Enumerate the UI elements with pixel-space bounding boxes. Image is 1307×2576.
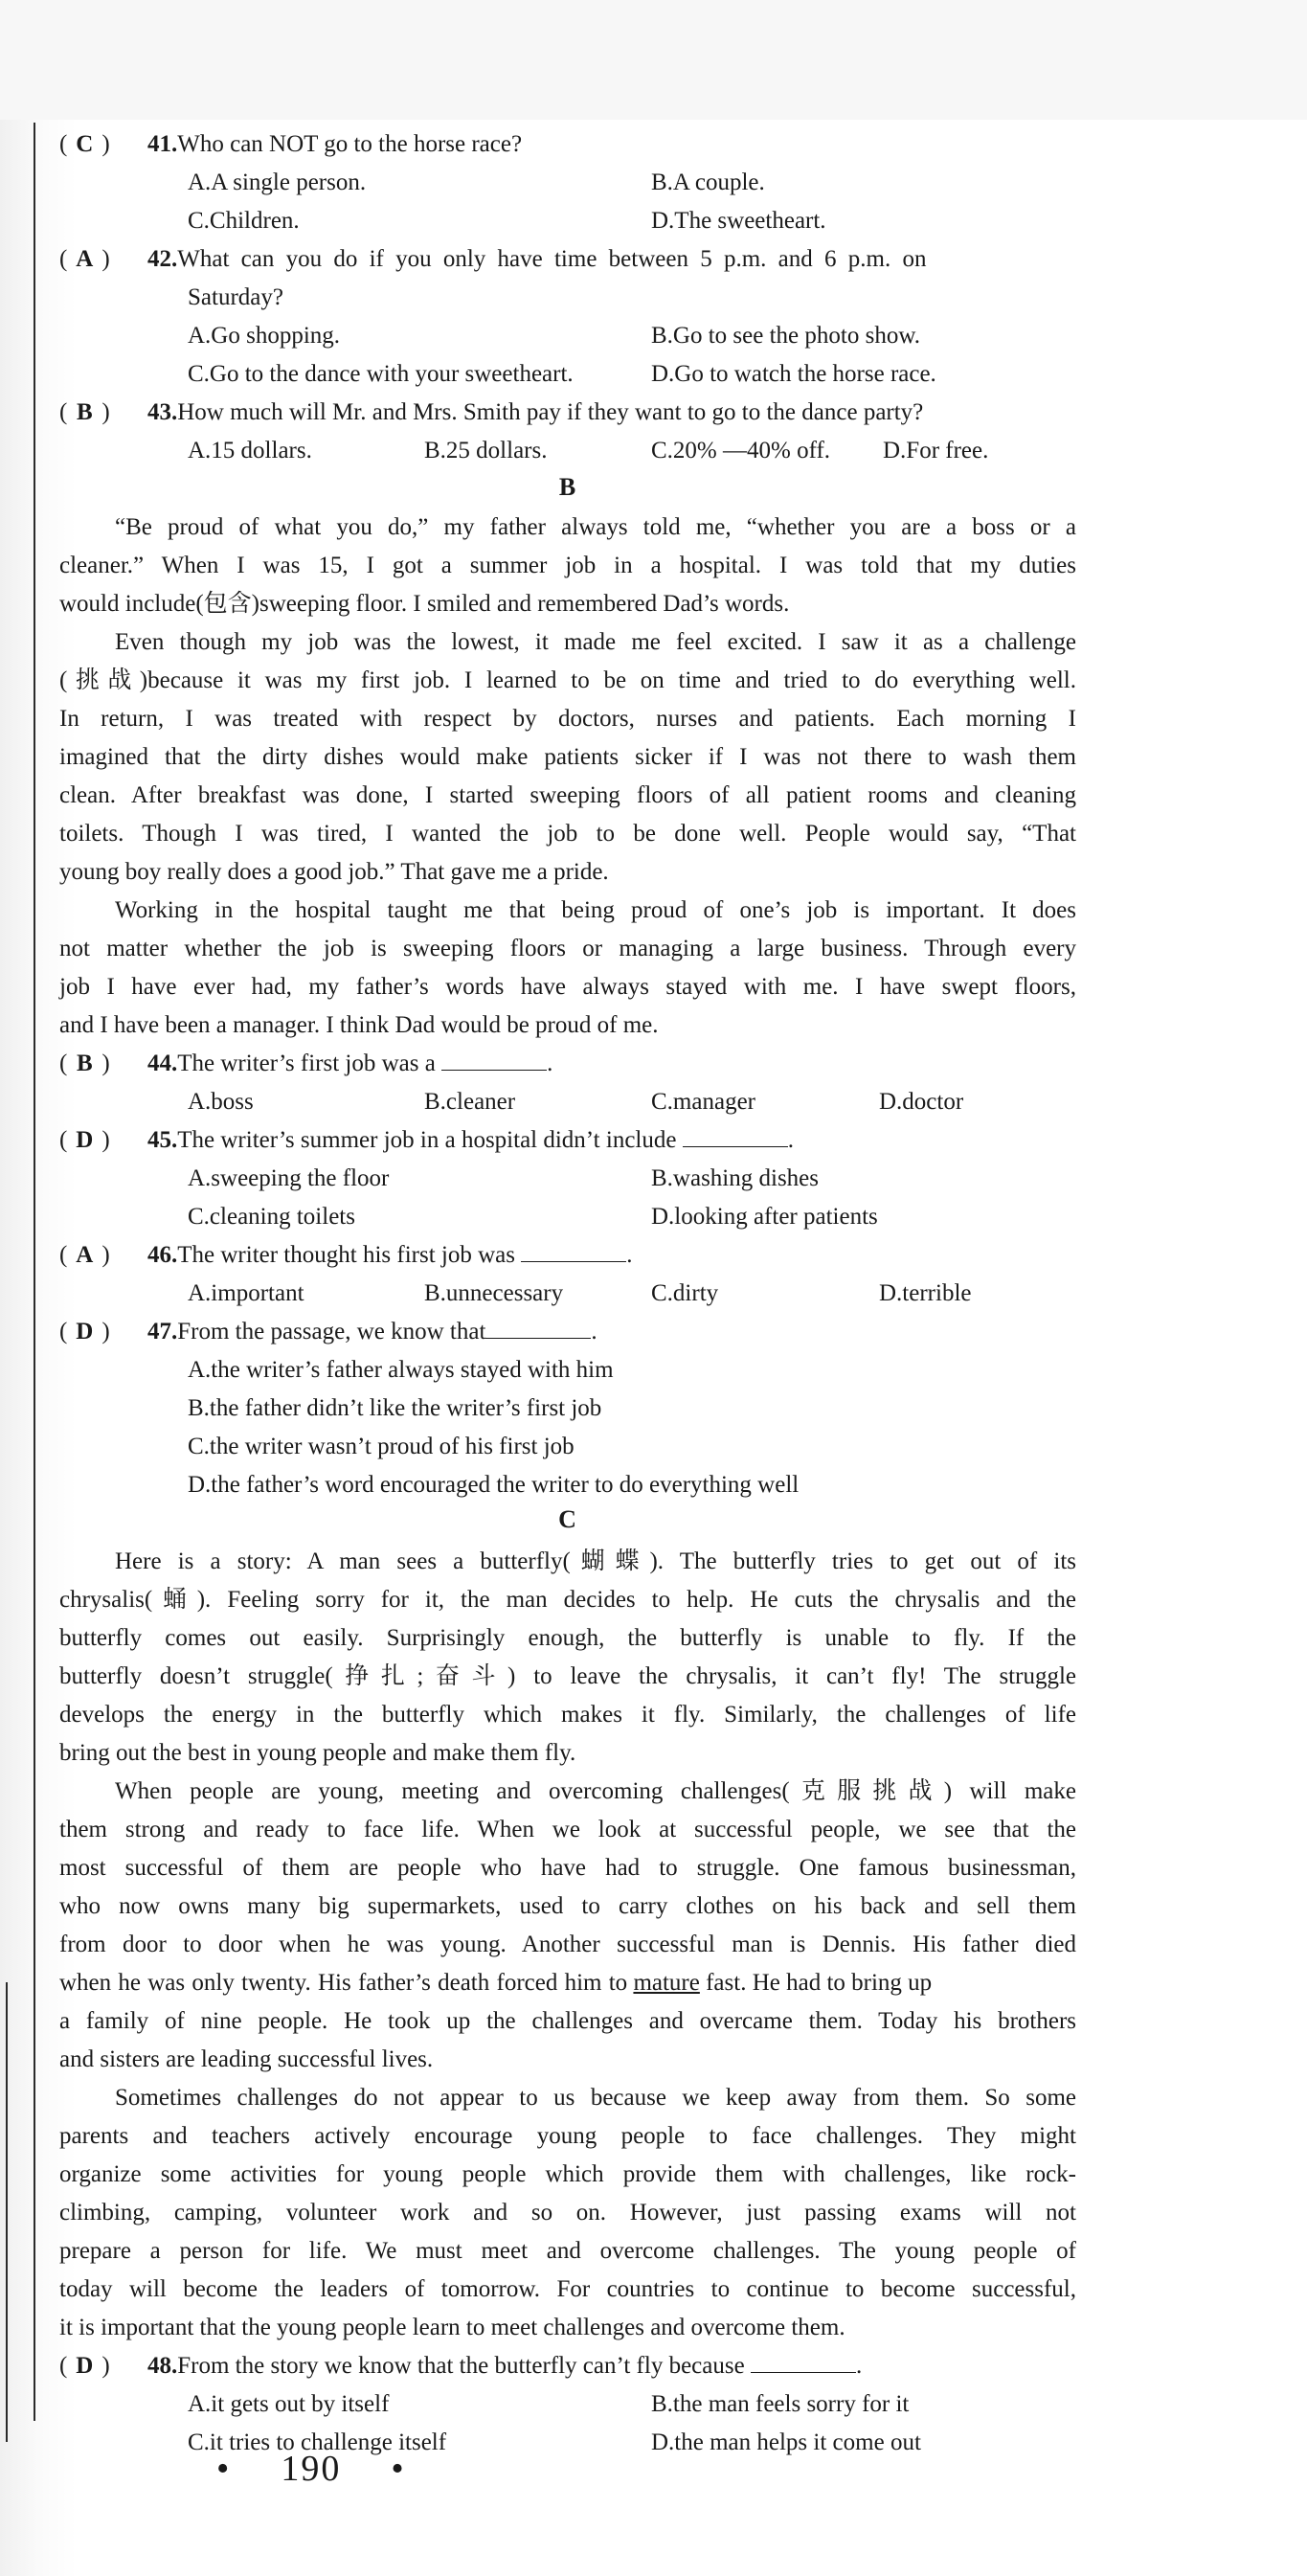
- question-46: ( A ) 46.The writer thought his first job was .: [59, 1242, 633, 1268]
- answer-bracket: ( C ): [59, 131, 110, 157]
- option-a: A.15 dollars.: [188, 438, 312, 463]
- option-d: D.the father’s word encouraged the writer to do everything well: [188, 1472, 800, 1498]
- passage-line: them strong and ready to face life. When we look at successful people, we see that the: [59, 1817, 1076, 1842]
- passage-line: a family of nine people. He took up the challenges and overcame them. Today his brothers: [59, 2008, 1076, 2034]
- answer-bracket: ( A ): [59, 246, 110, 272]
- option-c: C.dirty: [651, 1280, 719, 1306]
- passage-line: imagined that the dirty dishes would make patients sicker if I was not there to wash them: [59, 744, 1076, 770]
- underlined-word: mature: [633, 1970, 700, 1996]
- footer-dot-right: •: [391, 2449, 406, 2489]
- answer-bracket: ( D ): [59, 1319, 110, 1344]
- option-b: B.washing dishes: [651, 1165, 819, 1191]
- passage-line: climbing, camping, volunteer work and so on. However, just passing exams will not: [59, 2200, 1076, 2226]
- passage-line: Sometimes challenges do not appear to us because we keep away from them. So some: [115, 2085, 1076, 2111]
- passage-line: (挑战)because it was my first job. I learned to be on time and tried to do everything well.: [59, 667, 1076, 693]
- option-d: D.looking after patients: [651, 1204, 878, 1230]
- answer-blank: [441, 1051, 547, 1071]
- passage-line: Here is a story: A man sees a butterfly(蝴蝶). The butterfly tries to get out of its: [115, 1548, 1076, 1574]
- answer-bracket: ( D ): [59, 1127, 110, 1153]
- option-a: A.boss: [188, 1089, 254, 1115]
- option-d: D.the man helps it come out: [651, 2429, 921, 2455]
- left-edge-rule: [6, 1982, 8, 2442]
- passage-line: butterfly comes out easily. Surprisingly enough, the butterfly is unable to fly. If the: [59, 1625, 1076, 1651]
- passage-line: not matter whether the job is sweeping floors or managing a large business. Through every: [59, 936, 1076, 961]
- section-heading-b: B: [558, 473, 576, 501]
- passage-line: When people are young, meeting and overcoming challenges(克服挑战) will make: [115, 1778, 1076, 1804]
- passage-line: today will become the leaders of tomorrow. For countries to continue to become successful,: [59, 2276, 1076, 2302]
- option-d: D.For free.: [883, 438, 989, 463]
- answer-blank: [485, 1319, 591, 1339]
- section-heading-c: C: [558, 1505, 576, 1533]
- page-top-margin: [0, 0, 1307, 120]
- option-c: C.Go to the dance with your sweetheart.: [188, 361, 574, 387]
- passage-line: butterfly doesn’t struggle(挣扎;奋斗) to leave the chrysalis, it can’t fly! The struggle: [59, 1663, 1076, 1689]
- passage-line: toilets. Though I was tired, I wanted the job to be done well. People would say, “That: [59, 821, 1076, 847]
- question-43: ( B ) 43.How much will Mr. and Mrs. Smith pay if they want to go to the dance party?: [59, 399, 924, 425]
- question-42-continued: Saturday?: [188, 284, 283, 310]
- answer-bracket: ( A ): [59, 1242, 110, 1268]
- passage-line: bring out the best in young people and make them fly.: [59, 1740, 576, 1766]
- answer-blank: [521, 1242, 626, 1262]
- answer-bracket: ( D ): [59, 2353, 110, 2379]
- passage-line: it is important that the young people learn to meet challenges and overcome them.: [59, 2315, 845, 2340]
- option-a: A.important: [188, 1280, 304, 1306]
- option-a: A.A single person.: [188, 169, 367, 195]
- option-b: B.Go to see the photo show.: [651, 323, 920, 349]
- option-b: B.the man feels sorry for it: [651, 2391, 910, 2417]
- option-c: C.Children.: [188, 208, 300, 234]
- passage-line: clean. After breakfast was done, I started sweeping floors of all patient rooms and cleaning: [59, 782, 1076, 808]
- option-c: C.cleaning toilets: [188, 1204, 355, 1230]
- passage-line: from door to door when he was young. Another successful man is Dennis. His father died: [59, 1932, 1076, 1957]
- answer-blank: [683, 1127, 788, 1147]
- question-44: ( B ) 44.The writer’s first job was a .: [59, 1051, 553, 1076]
- passage-line: when he was only twenty. His father’s death forced him to mature fast. He had to bring up: [59, 1970, 933, 1996]
- passage-line: who now owns many big supermarkets, used to carry clothes on his back and sell them: [59, 1893, 1076, 1919]
- option-b: B.25 dollars.: [424, 438, 548, 463]
- option-d: D.Go to watch the horse race.: [651, 361, 936, 387]
- option-a: A.sweeping the floor: [188, 1165, 390, 1191]
- answer-bracket: ( B ): [59, 399, 110, 425]
- question-42: ( A ) 42.What can you do if you only have time between 5 p.m. and 6 p.m. on: [59, 246, 927, 272]
- passage-line: would include(包含)sweeping floor. I smiled and remembered Dad’s words.: [59, 591, 790, 617]
- answer-blank: [751, 2353, 856, 2373]
- option-d: D.doctor: [879, 1089, 964, 1115]
- page-number-footer: [192, 2448, 431, 2490]
- passage-line: organize some activities for young people which provide them with challenges, like rock-: [59, 2161, 1076, 2187]
- option-a: A.it gets out by itself: [188, 2391, 390, 2417]
- passage-line: Working in the hospital taught me that being proud of one’s job is important. It does: [115, 897, 1076, 923]
- footer-dot-left: •: [216, 2449, 232, 2489]
- passage-line: young boy really does a good job.” That gave me a pride.: [59, 859, 609, 885]
- passage-line: parents and teachers actively encourage young people to face challenges. They might: [59, 2123, 1076, 2149]
- passage-line: most successful of them are people who have had to struggle. One famous businessman,: [59, 1855, 1076, 1881]
- option-b: B.unnecessary: [424, 1280, 564, 1306]
- option-a: A.Go shopping.: [188, 323, 341, 349]
- option-c: C.manager: [651, 1089, 755, 1115]
- passage-line: cleaner.” When I was 15, I got a summer job in a hospital. I was told that my duties: [59, 553, 1076, 578]
- passage-line: “Be proud of what you do,” my father always told me, “whether you are a boss or a: [115, 514, 1076, 540]
- answer-bracket: ( B ): [59, 1051, 110, 1076]
- passage-line: develops the energy in the butterfly which makes it fly. Similarly, the challenges of life: [59, 1702, 1076, 1728]
- passage-line: job I have ever had, my father’s words have always stayed with me. I have swept floors,: [59, 974, 1076, 1000]
- option-c: C.it tries to challenge itself: [188, 2429, 447, 2455]
- passage-line: chrysalis(蛹). Feeling sorry for it, the man decides to help. He cuts the chrysalis and the: [59, 1587, 1076, 1613]
- passage-line: In return, I was treated with respect by doctors, nurses and patients. Each morning I: [59, 706, 1076, 732]
- option-c: C.the writer wasn’t proud of his first job: [188, 1434, 575, 1459]
- option-c: C.20% —40% off.: [651, 438, 831, 463]
- option-a: A.the writer’s father always stayed with him: [188, 1357, 614, 1383]
- question-47: ( D ) 47.From the passage, we know that .: [59, 1319, 597, 1344]
- left-margin-rule: [34, 123, 35, 2421]
- option-b: B.the father didn’t like the writer’s first job: [188, 1395, 602, 1421]
- option-b: B.cleaner: [424, 1089, 516, 1115]
- passage-line: and I have been a manager. I think Dad would be proud of me.: [59, 1012, 659, 1038]
- option-d: D.terrible: [879, 1280, 972, 1306]
- question-41: ( C ) 41.Who can NOT go to the horse race?: [59, 131, 523, 157]
- question-48: ( D ) 48.From the story we know that the butterfly can’t fly because .: [59, 2353, 863, 2379]
- passage-line: prepare a person for life. We must meet and overcome challenges. The young people of: [59, 2238, 1076, 2264]
- option-d: D.The sweetheart.: [651, 208, 826, 234]
- passage-line: and sisters are leading successful lives.: [59, 2046, 434, 2072]
- page-number: 190: [281, 2449, 342, 2489]
- passage-line: Even though my job was the lowest, it made me feel excited. I saw it as a challenge: [115, 629, 1076, 655]
- option-b: B.A couple.: [651, 169, 765, 195]
- question-45: ( D ) 45.The writer’s summer job in a hospital didn’t include .: [59, 1127, 794, 1153]
